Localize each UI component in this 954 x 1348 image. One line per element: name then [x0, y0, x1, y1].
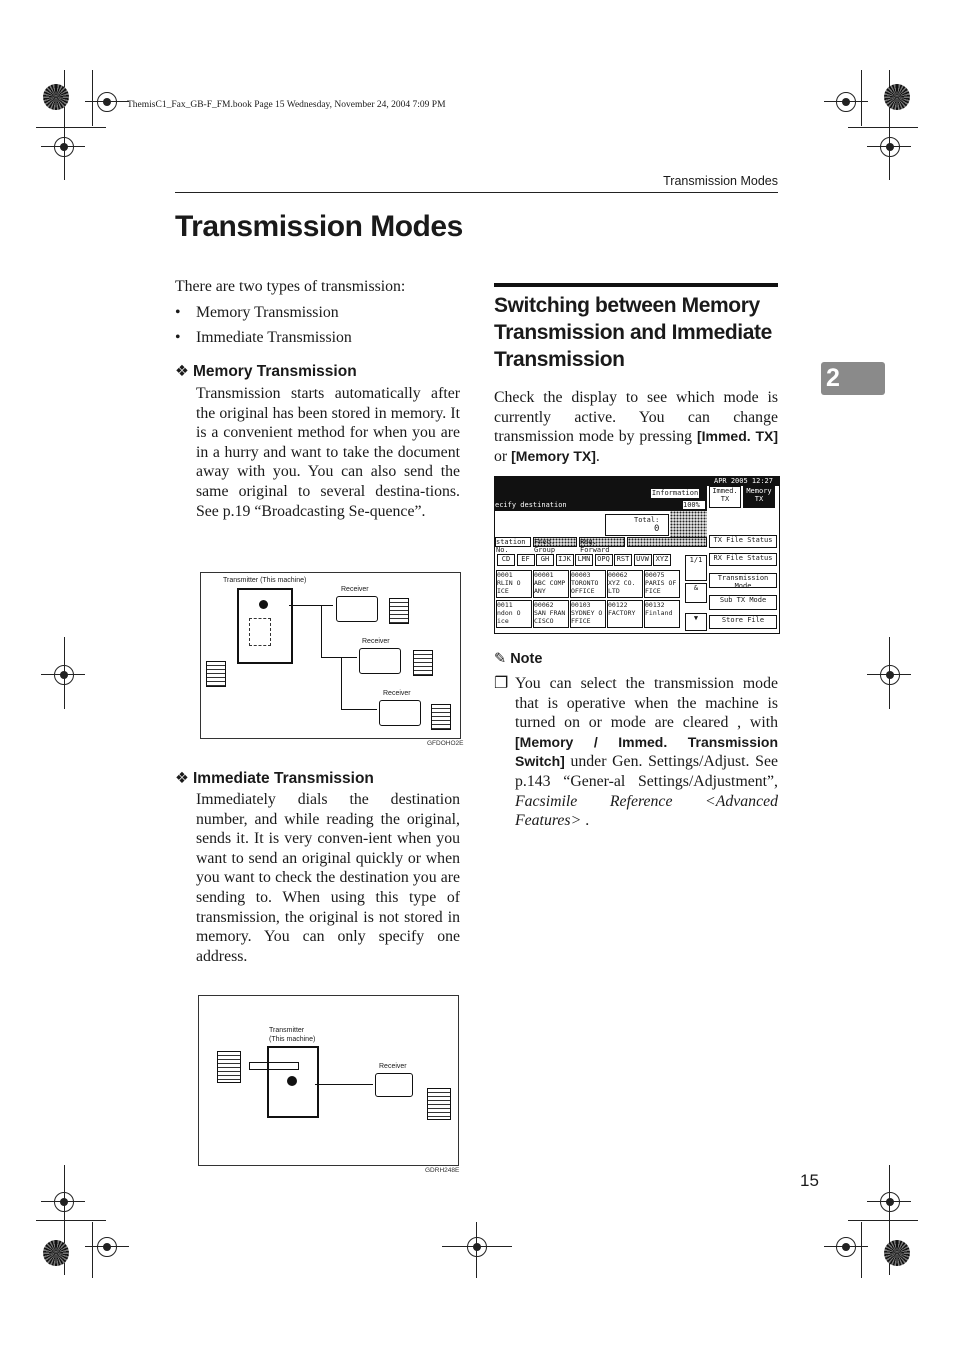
destination-key[interactable]: 00062 SAN FRAN CISCO: [533, 600, 569, 628]
destination-key[interactable]: 0001 RLIN O ICE: [496, 570, 532, 598]
letter-tab[interactable]: XYZ: [653, 554, 671, 566]
memory-immed-switch-key: [Memory / Immed. Transmission Switch]: [515, 733, 778, 770]
transmitter-label: Transmitter: [269, 1027, 305, 1034]
letter-tab[interactable]: GH: [536, 554, 554, 566]
destination-key[interactable]: 00103 SYDNEY O FFICE: [570, 600, 606, 628]
receiver-icon: [336, 596, 378, 622]
scroll-down-button[interactable]: ▼: [685, 613, 707, 631]
arrow-icon: [249, 1062, 299, 1070]
chapter-tab: 2: [821, 362, 885, 395]
receiver-icon: [375, 1073, 413, 1097]
heading-bar: [494, 283, 778, 287]
diamond-bullet-icon: ❖: [175, 363, 189, 380]
destination-key[interactable]: 00132 Finland: [644, 600, 680, 628]
note-heading: ✎ Note: [494, 651, 543, 667]
letter-tab[interactable]: RST: [614, 554, 632, 566]
letter-tab[interactable]: IJK: [556, 554, 574, 566]
immed-tx-key: [Immed. TX]: [696, 428, 779, 445]
document-icon: [389, 598, 409, 624]
scroll-up-button[interactable]: &: [685, 583, 707, 603]
document-icon: [206, 661, 226, 687]
receiver-icon: [359, 648, 401, 674]
receiver-icon: [379, 700, 421, 726]
transmitter-label: Transmitter (This machine): [223, 577, 307, 584]
intro-section: [175, 277, 465, 348]
screen-date: APR 2005 12:27: [495, 477, 779, 486]
memory-percent: 100%: [683, 501, 705, 509]
bullet-item: • Memory Transmission: [175, 303, 339, 321]
fax-machine-icon: [237, 588, 293, 664]
document-icon: [413, 650, 433, 676]
destination-key[interactable]: 00062 XYZ CO. LTD: [607, 570, 643, 598]
memory-transmission-figure: [200, 572, 461, 739]
receiver-label: Receiver: [341, 586, 369, 593]
sub-tx-mode-button[interactable]: Sub TX Mode: [709, 595, 777, 610]
document-icon: [217, 1051, 241, 1083]
note-body: ❐ You can select the transmission mode that is operative when the machine is turned on or mode are cleared , with [Memory / Immed. Transmission Switch] under Gen. Settings/Adjust. See p.143 “Gener-al Settings/Adjustment”, Facsimile Reference <Advanced Features> .: [494, 675, 778, 830]
intro-text: There are two types of transmission:: [175, 278, 406, 295]
fax-machine-icon: [267, 1046, 319, 1118]
page-number: 15: [800, 1171, 819, 1190]
rx-file-status-button[interactable]: RX File Status: [709, 553, 777, 566]
memory-tx-heading: ❖ Memory Transmission: [175, 363, 357, 380]
station-no: station No.: [495, 537, 531, 547]
total-box: Total: 0: [605, 514, 669, 536]
transmission-mode-button[interactable]: Transmission Mode: [709, 573, 777, 588]
letter-tab[interactable]: CD: [497, 554, 515, 566]
pencil-icon: ✎: [494, 651, 507, 667]
memory-tx-key: [Memory TX]: [511, 447, 596, 464]
destination-key[interactable]: 00075 PARIS OF FICE: [644, 570, 680, 598]
transmitter-label: (This machine): [269, 1036, 316, 1043]
specify-destination: ecify destination: [495, 501, 567, 509]
document-icon: [427, 1088, 451, 1120]
immediate-tx-heading: ❖ Immediate Transmission: [175, 770, 374, 787]
store-file-button[interactable]: Store File: [709, 615, 777, 629]
letter-tab[interactable]: EF: [517, 554, 535, 566]
receiver-label: Receiver: [379, 1063, 407, 1070]
switching-text: Check the display to see which mode is currently active. You can change transmission mode by pressing [Immed. TX] or [Memory TX].: [494, 389, 779, 465]
figure-code: GDRH248E: [425, 1167, 460, 1174]
receiver-label: Receiver: [383, 690, 411, 697]
destination-key[interactable]: 00003 TORONTO OFFICE: [570, 570, 606, 598]
memory-tx-button[interactable]: Memory TX: [743, 486, 775, 508]
document-icon: [431, 704, 451, 730]
destination-key[interactable]: 00001 ABC COMP ANY: [533, 570, 569, 598]
page-title: Transmission Modes: [175, 210, 463, 243]
page-indicator: 1/1: [685, 555, 707, 581]
figure-code: GFDOHO2E: [427, 740, 464, 747]
group-tab[interactable]: Freq. Group: [533, 537, 577, 547]
immediate-tx-text: Immediately dials the destination number, and while reading the original, sends it. It is very conven-ient when you want to send an original quickly or when you want to check the destination you are sending to. When using this type of transmission, the original is not stored in memory. You can only specify one address.: [196, 791, 460, 965]
checkbox-icon: ❐: [494, 675, 509, 692]
header-rule: [175, 192, 778, 193]
immed-tx-button[interactable]: Immed. TX: [709, 486, 741, 508]
receiver-label: Receiver: [362, 638, 390, 645]
letter-tab[interactable]: UVW: [634, 554, 652, 566]
immediate-transmission-figure: [198, 995, 459, 1166]
bullet-item: • Immediate Transmission: [175, 329, 352, 347]
information-button[interactable]: Information: [651, 489, 699, 497]
file-info: ThemisC1_Fax_GB-F_FM.book Page 15 Wednesday, November 24, 2004 7:09 PM: [127, 100, 446, 110]
running-head: Transmission Modes: [663, 174, 778, 188]
destination-key[interactable]: 0011 ndon O ice: [496, 600, 532, 628]
memory-tx-text: Transmission starts automatically after the original has been stored in memory. It is a convenient method for when you are in a hurry and want to take the document away with you. You can also send the same original to several destina-tions. See p.19 “Broadcasting Se-quence”.: [196, 385, 460, 520]
group-tab[interactable]: Reg. Forward: [579, 537, 625, 547]
fax-display-screenshot: [494, 476, 780, 634]
destination-key[interactable]: 00122 FACTORY: [607, 600, 643, 628]
letter-tab[interactable]: LMN: [575, 554, 593, 566]
letter-tab[interactable]: OPQ: [595, 554, 613, 566]
tx-file-status-button[interactable]: TX File Status: [709, 535, 777, 548]
switching-heading: Switching between Memory Transmission and Immediate Transmission: [494, 294, 772, 371]
diamond-bullet-icon: ❖: [175, 770, 189, 787]
